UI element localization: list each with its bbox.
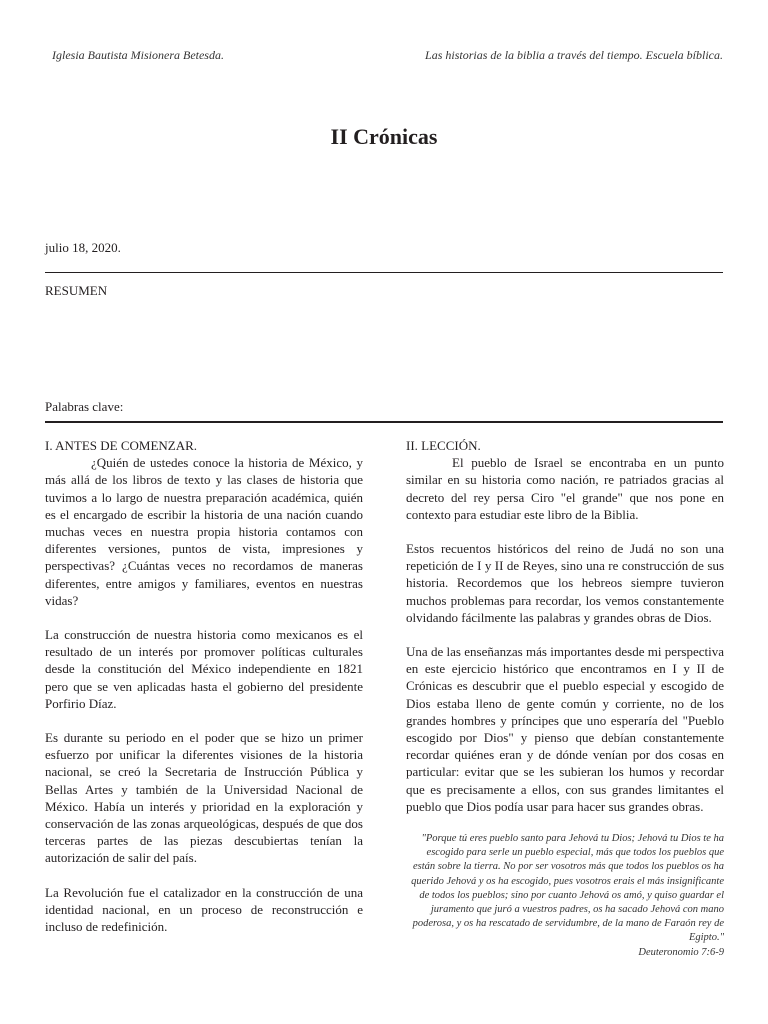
paragraph: La construcción de nuestra historia como mexicanos es el resultado de un interés por promover políticas culturales desde la constitución del México independiente en 1821 pero que se ven aplicadas hasta el gobierno del presidente Porfirio Díaz. <box>45 627 363 711</box>
document-date: julio 18, 2020. <box>45 240 121 255</box>
section-heading-antes: I. ANTES DE COMENZAR. <box>45 438 198 453</box>
paragraph: La Revolución fue el catalizador en la construcción de una identidad nacional, en un proceso de reconstrucción e incluso de redefinición. <box>45 884 363 935</box>
keywords-label: Palabras clave: <box>45 399 124 414</box>
abstract-label: RESUMEN <box>45 283 108 298</box>
running-header-right: Las historias de la biblia a través del tiempo. Escuela bíblica. <box>425 48 723 62</box>
right-column <box>406 437 724 960</box>
left-column <box>45 437 363 952</box>
paragraph: Una de las enseñanzas más importantes desde mi perspectiva en este ejercicio histórico que encontramos en I y II de Crónicas es descubrir que el pueblo especial y escogido de Dios estaba lleno de gente común y corriente, no de los grandes hombres y príncipes que uno esperaría del "Pueblo escogido por Dios" y pienso que debían constantemente recordar quiénes eran y de dónde venían por dos cosas en particular: evitar que se les subieran los humos y recordar que es precisamente a ellos, con sus grandes limitantes el pueblo que Dios podía usar para hacer sus grandes obras. <box>406 644 724 814</box>
paragraph: ¿Quién de ustedes conoce la historia de México, y más allá de los libros de texto y las clases de historia que tuvimos a lo largo de nuestra preparación académica, quién es el encargado de escribir la historia de una nación cuando muchas veces en nuestra propia historia contamos con diferentes versiones, puntos de vista, impresiones y perspectivas? ¿Cuántas veces no recordamos de maneras diferentes, entre amigos y familiares, eventos en nuestras vidas? <box>45 455 363 608</box>
divider-top <box>45 272 723 273</box>
section-heading-leccion: II. LECCIÓN. <box>406 438 481 453</box>
scripture-quote <box>406 832 724 960</box>
paragraph: Es durante su periodo en el poder que se hizo un primer esfuerzo por unificar la diferentes visiones de la historia nacional, se creó la Secretaria de Instrucción Pública y Bellas Artes y también de la Universidad Nacional de México. Había un interés y prioridad en la exploración y conservación de las zonas arqueológicas, después de que dos terceras partes de las piezas descubiertas tenían la autorización de salir del país. <box>45 730 363 866</box>
paragraph: El pueblo de Israel se encontraba en un punto similar en su historia como nación, re patriados gracias al decreto del rey persa Ciro "el grande" que nos pone en contexto para estudiar este libro de la Biblia. <box>406 455 724 522</box>
quote-reference: Deuteronomio 7:6-9 <box>638 946 724 958</box>
divider-bottom <box>45 421 723 423</box>
paragraph: Estos recuentos históricos del reino de Judá no son una repetición de I y II de Reyes, sino una re construcción de sus historia. Recordemos que los hebreos siempre tuvieron muchos problemas para recordar, los vemos constantemente olvidando fácilmente las palabras y grandes obras de Dios. <box>406 541 724 625</box>
document-title: II Crónicas <box>330 124 438 149</box>
running-header-left: Iglesia Bautista Misionera Betesda. <box>52 48 224 62</box>
quote-text: "Porque tú eres pueblo santo para Jehová tu Dios; Jehová tu Dios te ha escogido para serle un pueblo especial, más que todos los pueblos que están sobre la tierra. No por ser vosotros más que todos los pueblos os ha querido Jehová y os ha escogido, pues vosotros erais el más insignificante de todos los pueblos; sino por cuanto Jehová os amó, y quiso guardar el juramento que juró a vuestros padres, os ha sacado Jehová con mano poderosa, y os ha rescatado de servidumbre, de la mano de Faraón rey de Egipto." <box>411 833 724 944</box>
